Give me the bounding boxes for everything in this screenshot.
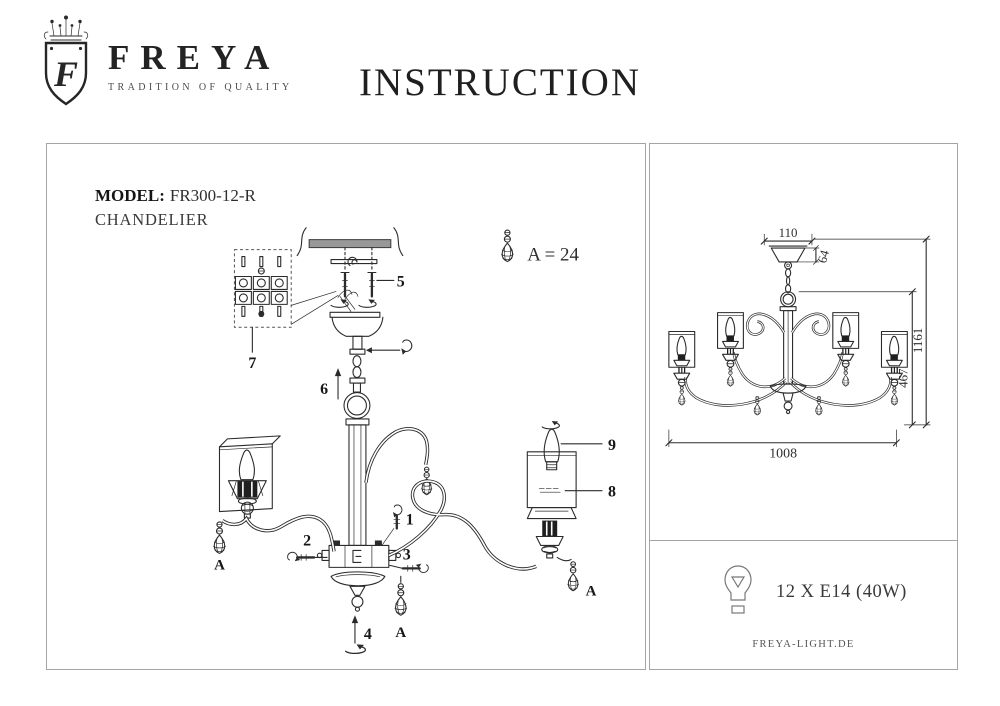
crystal-count-note: [501, 230, 579, 265]
bulb-icon: [722, 564, 756, 628]
callout-6: 6: [320, 381, 329, 399]
dim-110-label: 110: [778, 225, 798, 241]
right-lamp-drawing: [527, 421, 616, 599]
freya-shield-crown-icon: [38, 12, 96, 110]
callout-5: 5: [396, 273, 405, 291]
rotation-arrow-icon: [359, 299, 376, 307]
lamp-drawing: [669, 331, 695, 386]
hub-side-drawing: [770, 384, 806, 414]
dimensions-panel: [649, 143, 958, 670]
mount-screws-drawing: [331, 273, 405, 308]
callout-1: 1: [405, 511, 414, 529]
callout-2: 2: [303, 532, 312, 550]
callout-3: 3: [402, 546, 411, 564]
crystal-pendant-icon: [568, 562, 579, 591]
rotation-arrow-icon: [331, 299, 348, 307]
crystal-pendant-icon: [395, 584, 407, 615]
dim-467-label: 467: [895, 368, 911, 388]
upper-arm-drawing: [366, 429, 432, 495]
page-title: INSTRUCTION: [359, 61, 641, 104]
crystal-pendant-icon: [501, 230, 513, 261]
assembly-diagram: [47, 144, 643, 667]
brand-logo: [38, 12, 293, 110]
crystal-pendant-icon: [727, 367, 734, 386]
crown-icon: [44, 16, 87, 41]
hub-drawing: [288, 505, 429, 653]
bulb-base: [732, 606, 744, 613]
product-type: CHANDELIER: [95, 210, 209, 229]
ceiling-mount-drawing: [297, 228, 403, 272]
terminal-block-drawing: [234, 250, 338, 373]
brand-monogram: F: [53, 54, 79, 94]
bulb-filament-triangle: [732, 577, 744, 587]
shield-icon: [46, 43, 86, 104]
stem-ring-drawing: [320, 349, 370, 418]
crystal-pendant-icon: [891, 386, 898, 405]
callout-7: 7: [248, 355, 257, 373]
bulb-spec: 12 X E14 (40W): [776, 582, 907, 602]
rotation-hook-icon: [401, 340, 411, 355]
website-text: FREYA-LIGHT.DE: [752, 639, 855, 650]
model-label: MODEL:: [95, 186, 165, 205]
callout-8: 8: [607, 483, 616, 501]
dimension-overall-width: [666, 430, 899, 462]
brand-tagline: TRADITION OF QUALITY: [108, 82, 293, 93]
model-value: FR300-12-R: [169, 186, 256, 205]
lamp-drawing: [718, 313, 744, 368]
dimension-canopy-width: [761, 225, 815, 245]
rotation-arrow-icon: [542, 421, 559, 429]
callout-4: 4: [363, 626, 372, 644]
crystal-marker: A: [214, 557, 225, 574]
crystal-note-text: A = 24: [527, 244, 579, 266]
dim-1161-label: 1161: [910, 327, 926, 354]
crystal-pendant-icon: [842, 367, 849, 386]
dim-1008-label: 1008: [769, 446, 798, 462]
crystal-marker: A: [585, 583, 597, 600]
left-lamp-drawing: [214, 436, 335, 573]
crystal-pendant-icon: [214, 522, 226, 553]
assembly-panel: [46, 143, 646, 670]
lamp-drawing: [833, 313, 859, 368]
brand-name: FREYA: [108, 38, 281, 77]
spec-divider: [650, 540, 957, 541]
callout-9: 9: [607, 436, 616, 454]
chain-column-drawing: [780, 269, 796, 384]
rotation-arrow-icon: [346, 644, 366, 653]
crystal-pendant-icon: [678, 386, 685, 405]
crystal-marker: A: [395, 625, 407, 642]
canopy-side-drawing: [769, 246, 807, 269]
dim-64-label: 64: [814, 248, 833, 265]
